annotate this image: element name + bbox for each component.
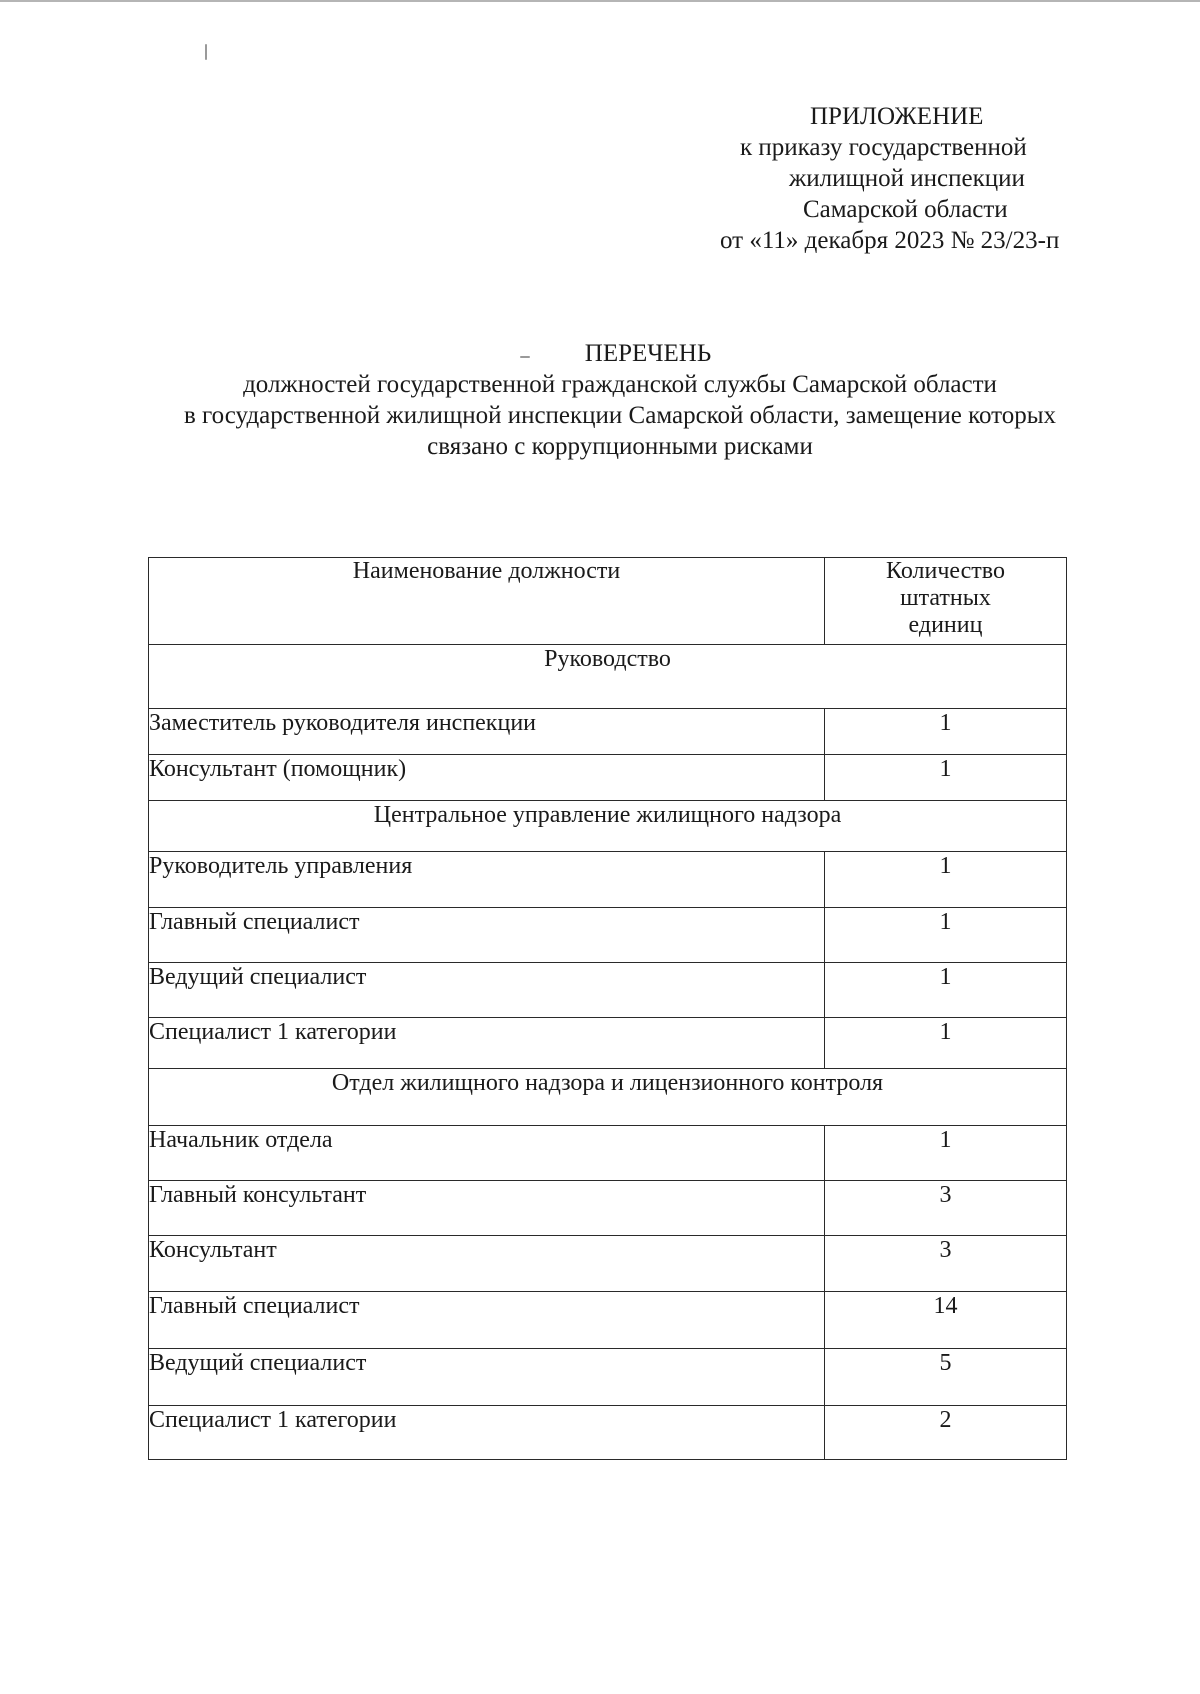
scan-mark	[205, 44, 207, 60]
table-row	[149, 963, 1067, 1018]
document-subtitle-line: должностей государственной гражданской службы Самарской области	[243, 371, 997, 398]
staff-count: 1	[825, 963, 1067, 1018]
position-name: Консультант	[149, 1236, 825, 1292]
position-name: Начальник отдела	[149, 1126, 825, 1181]
table-row	[149, 1126, 1067, 1181]
section-row	[149, 801, 1067, 852]
staff-count: 1	[825, 1126, 1067, 1181]
position-name: Заместитель руководителя инспекции	[149, 709, 825, 755]
staff-count: 3	[825, 1181, 1067, 1236]
table-row	[149, 1018, 1067, 1069]
staff-count: 3	[825, 1236, 1067, 1292]
staff-count: 1	[825, 709, 1067, 755]
document-subtitle-line: в государственной жилищной инспекции Самарской области, замещение которых	[183, 402, 1057, 429]
staff-count: 1	[825, 1018, 1067, 1069]
table-row	[149, 1349, 1067, 1406]
header-staff-count-line: штатных	[900, 585, 991, 611]
section-title: Центральное управление жилищного надзора	[149, 801, 1067, 852]
position-name: Ведущий специалист	[149, 963, 825, 1018]
position-name: Главный специалист	[149, 908, 825, 963]
position-name: Консультант (помощник)	[149, 755, 825, 801]
position-name: Главный специалист	[149, 1292, 825, 1349]
position-name: Специалист 1 категории	[149, 1406, 825, 1460]
table-row	[149, 1181, 1067, 1236]
header-staff-count-line: единиц	[908, 612, 983, 638]
appendix-order-line: к приказу государственной	[740, 134, 1027, 161]
position-name: Руководитель управления	[149, 852, 825, 908]
section-title: Отдел жилищного надзора и лицензионного контроля	[149, 1069, 1067, 1126]
appendix-region-line: Самарской области	[803, 196, 1008, 223]
header-staff-count	[825, 558, 1067, 645]
header-staff-count-line: Количество	[886, 558, 1005, 584]
document-heading	[100, 338, 1140, 462]
section-title: Руководство	[149, 645, 1067, 709]
table-header-row	[149, 558, 1067, 645]
position-name: Ведущий специалист	[149, 1349, 825, 1406]
table-row	[149, 1406, 1067, 1460]
section-row	[149, 645, 1067, 709]
positions-table	[148, 557, 1067, 1460]
position-name: Специалист 1 категории	[149, 1018, 825, 1069]
table-row	[149, 1292, 1067, 1349]
table-row	[149, 908, 1067, 963]
staff-count: 14	[825, 1292, 1067, 1349]
document-subtitle-line: связано с коррупционными рисками	[427, 433, 813, 460]
table-row	[149, 1236, 1067, 1292]
position-name: Главный консультант	[149, 1181, 825, 1236]
appendix-inspection-line: жилищной инспекции	[789, 165, 1025, 192]
table-row	[149, 852, 1067, 908]
appendix-title: ПРИЛОЖЕНИЕ	[810, 103, 984, 130]
appendix-date-number: от «11» декабря 2023 № 23/23-п	[720, 227, 1060, 254]
scan-edge-line	[0, 0, 1200, 2]
document-title: ПЕРЕЧЕНЬ	[584, 340, 712, 367]
table-row	[149, 709, 1067, 755]
staff-count: 2	[825, 1406, 1067, 1460]
header-position-name: Наименование должности	[149, 558, 825, 645]
staff-count: 1	[825, 908, 1067, 963]
staff-count: 1	[825, 852, 1067, 908]
table-row	[149, 755, 1067, 801]
staff-count: 5	[825, 1349, 1067, 1406]
staff-count: 1	[825, 755, 1067, 801]
section-row	[149, 1069, 1067, 1126]
